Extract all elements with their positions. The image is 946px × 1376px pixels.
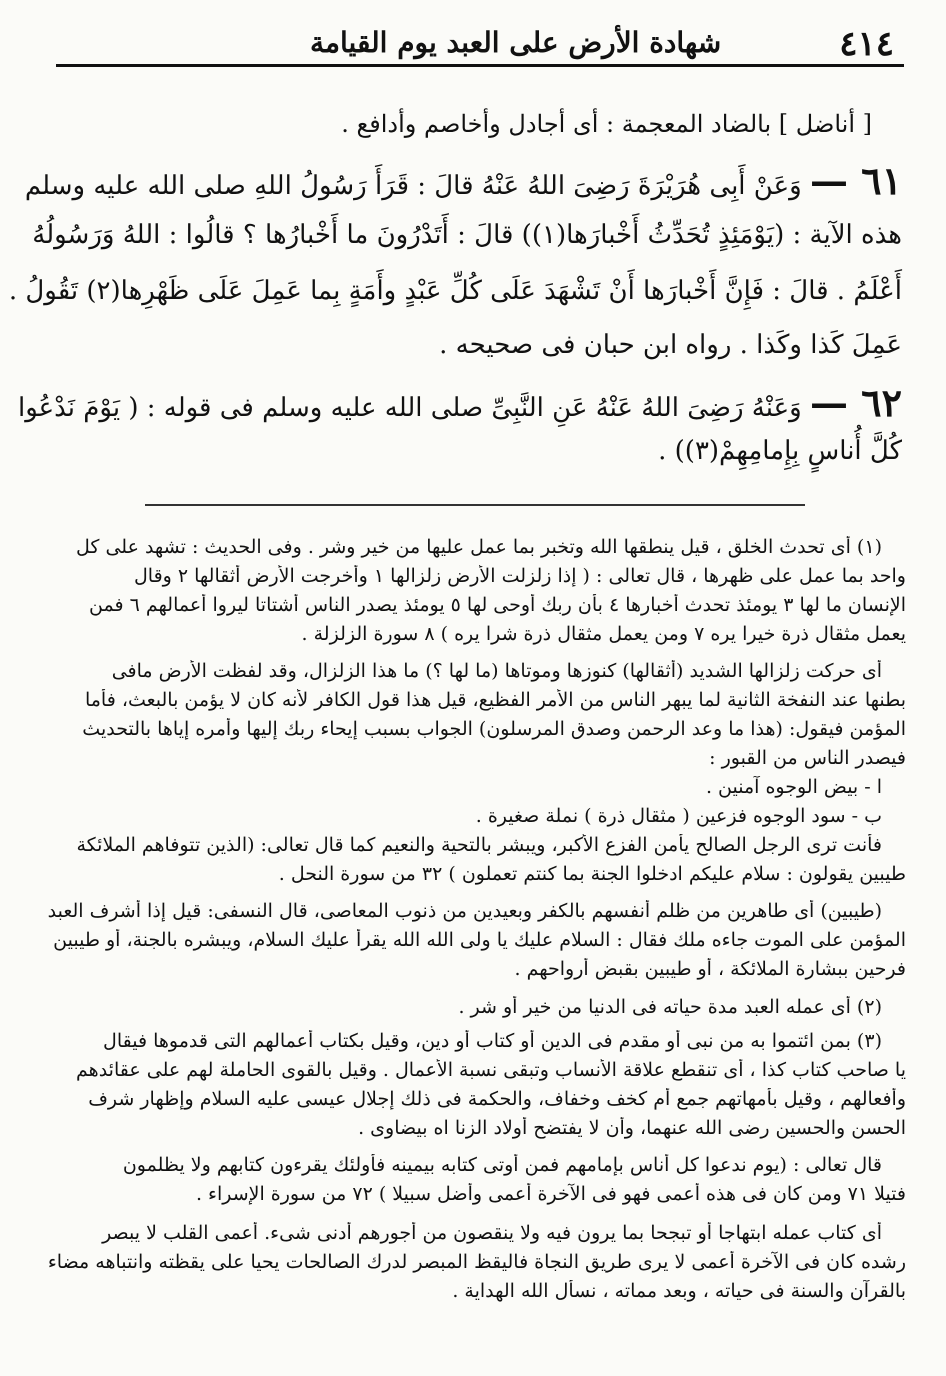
- gloss-line: [ أناضل ] بالضاد المعجمة : أى أجادل وأخاصم وأدافع .: [341, 110, 872, 138]
- hadith-62-number: ٦٢ —: [809, 380, 902, 425]
- footnote-line: الإنسان ما لها ٣ يومئذ تحدث أخبارها ٤ بأن ربك أوحى لها ٥ يومئذ يصدر الناس أشتاتا ليروا أعمالهم ٦ فمن: [89, 594, 906, 616]
- main-text: [8, 110, 902, 492]
- hadith-62-line-2: كُلَّ أُناسٍ بِإِمامِهِمْ(٣)) .: [658, 436, 902, 466]
- header-rule: [56, 64, 904, 67]
- footnote-line: المؤمن على الموت جاءه ملك فقال : السلام عليك يا ولى الله الله يقرأ عليك السلام، ويبشره بالجنة، أو طيبين: [53, 929, 906, 951]
- footnote-line: (١) أى تحدث الخلق ، قيل ينطقها الله وتخبر بما عمل عليها من خير وشر . وفى الحديث : تشهد على كل: [75, 536, 882, 558]
- footnote-line: طيبين يقولون : سلام عليكم ادخلوا الجنة بما كنتم تعملون ) ٣٢ من سورة النحل .: [278, 863, 906, 885]
- footnote-line: يعمل مثقال ذرة خيرا يره ٧ ومن يعمل مثقال ذرة شرا يره ) ٨ سورة الزلزلة .: [301, 623, 906, 645]
- footnote-line: فأنت ترى الرجل الصالح يأمن الفزع الأكبر، ويبشر بالتحية والنعيم كما قال تعالى: (الذين تتوفاهم الملائكة: [76, 834, 882, 856]
- footnote-line: بطنها عند النفخة الثانية لما يبهر الناس من الأمر الفظيع، قيل هذا قول الكافر لأنه كان لا يؤمن بالبعث، فأما: [84, 689, 906, 711]
- footnote-line: المؤمن فيقول: (هذا ما وعد الرحمن وصدق المرسلون) الجواب بسبب إيحاء ربك إليها وأمره إياها بالتحديث: [82, 718, 906, 740]
- hadith-61-line-4: عَمِلَ كَذا وكَذا . رواه ابن حبان فى صحيحه .: [439, 330, 902, 360]
- footnote-line: الحسن والحسين رضى الله عنهما، وأن لا يفتضح أولاد الزنا اه بيضاوى .: [358, 1117, 906, 1139]
- footnote-line: ب - سود الوجوه فزعين ( مثقال ذرة ) نملة صغيرة .: [475, 805, 882, 827]
- footnote-line: فيصدر الناس من القبور :: [709, 747, 906, 769]
- hadith-61-line-3: أَعْلَمُ . قالَ : فَإِنَّ أَخْبارَها أَنْ تَشْهَدَ عَلَى كُلِّ عَبْدٍ وأَمَةٍ بِما عَمِلَ عَلَى ظَهْرِها(٢) تَقُولُ .: [8, 276, 902, 306]
- footnote-separator: [145, 504, 805, 506]
- footnote-line: وأفعالهم ، وقيل بأمهاتهم جمع أم كخف وخفاف، والحكمة فى ذلك إجلال عيسى عليه السلام وإظهار شرف: [88, 1088, 906, 1110]
- footnotes: [26, 536, 906, 1356]
- page-number: ٤١٤: [839, 24, 894, 64]
- footnote-line: بالقرآن والسنة فى حياته ، وبعد مماته ، نسأل الله الهداية .: [452, 1280, 906, 1302]
- footnote-line: (٢) أى عمله العبد مدة حياته فى الدنيا من خير أو شر .: [458, 996, 882, 1018]
- footnote-line: واحد بما عمل على ظهرها ، قال تعالى : ( إذا زلزلت الأرض زلزالها ١ وأخرجت الأرض أثقالها ٢ وقال: [133, 565, 906, 587]
- hadith-61-number: ٦١ —: [809, 158, 902, 203]
- hadith-61-line-1: [24, 158, 902, 210]
- page-header: [60, 22, 902, 66]
- hadith-61-text: وَعَنْ أَبِى هُرَيْرَةَ رَضِىَ اللهُ عَنْهُ قالَ : قَرَأَ رَسُولُ اللهِ صلى الله عليه وسلم: [24, 171, 802, 201]
- footnote-line: (طيبين) أى طاهرين من ظلم أنفسهم بالكفر وبعيدين من ذنوب المعاصى، قال النسفى: قيل إذا أشرف العبد: [47, 900, 882, 922]
- footnote-line: ا - بيض الوجوه آمنين .: [705, 776, 882, 798]
- hadith-61-line-2: هذه الآية : (يَوْمَئِذٍ تُحَدِّثُ أَخْبارَها(١)) قالَ : أَتَدْرُونَ ما أَخْبارُها ؟ قالُوا : اللهُ وَرَسُولُهُ: [32, 220, 902, 250]
- footnote-line: رشده كان فى الآخرة أعمى لا يرى طريق النجاة فاليقظ المبصر لدرك الصالحات يحيا على يقظته وانتباهه مضاء: [47, 1251, 906, 1273]
- footnote-line: يا صاحب كتاب كذا ، أى تنقطع علاقة الأنساب وتبقى نسبة الأعمال . وقيل بالقوى الحاملة لهم على عقائدهم: [76, 1059, 906, 1081]
- footnote-line: فرحين ببشارة الملائكة ، أو طيبين بقبض أرواحهم .: [514, 958, 906, 980]
- hadith-62-line-1: [17, 380, 902, 432]
- footnote-line: فتيلا ٧١ ومن كان فى هذه أعمى فهو فى الآخرة أعمى وأضل سبيلا ) ٧٢ من سورة الإسراء .: [195, 1183, 906, 1205]
- running-title: شهادة الأرض على العبد يوم القيامة: [310, 26, 722, 59]
- footnote-line: أى كتاب عمله ابتهاجا أو تبجحا بما يرون فيه ولا ينقصون من أجورهم أدنى شىء. أعمى القلب لا يبصر: [102, 1222, 882, 1244]
- hadith-62-text: وَعَنْهُ رَضِىَ اللهُ عَنْهُ عَنِ النَّبِىِّ صلى الله عليه وسلم فى قوله : ( يَوْمَ نَدْعُوا: [17, 393, 802, 423]
- footnote-line: (٣) بمن ائتموا به من نبى أو مقدم فى الدين أو كتاب أو دين، وقيل بكتاب أعمالهم التى قدموها فيقال: [103, 1030, 882, 1052]
- footnote-line: قال تعالى : (يوم ندعوا كل أناس بإمامهم فمن أوتى كتابه بيمينه فأولئك يقرءون كتابهم ولا يظلمون: [122, 1154, 882, 1176]
- footnote-line: أى حركت زلزالها الشديد (أثقالها) كنوزها وموتاها (ما لها ؟) ما هذا الزلزال، وقد لفظت الأرض مافى: [111, 660, 882, 682]
